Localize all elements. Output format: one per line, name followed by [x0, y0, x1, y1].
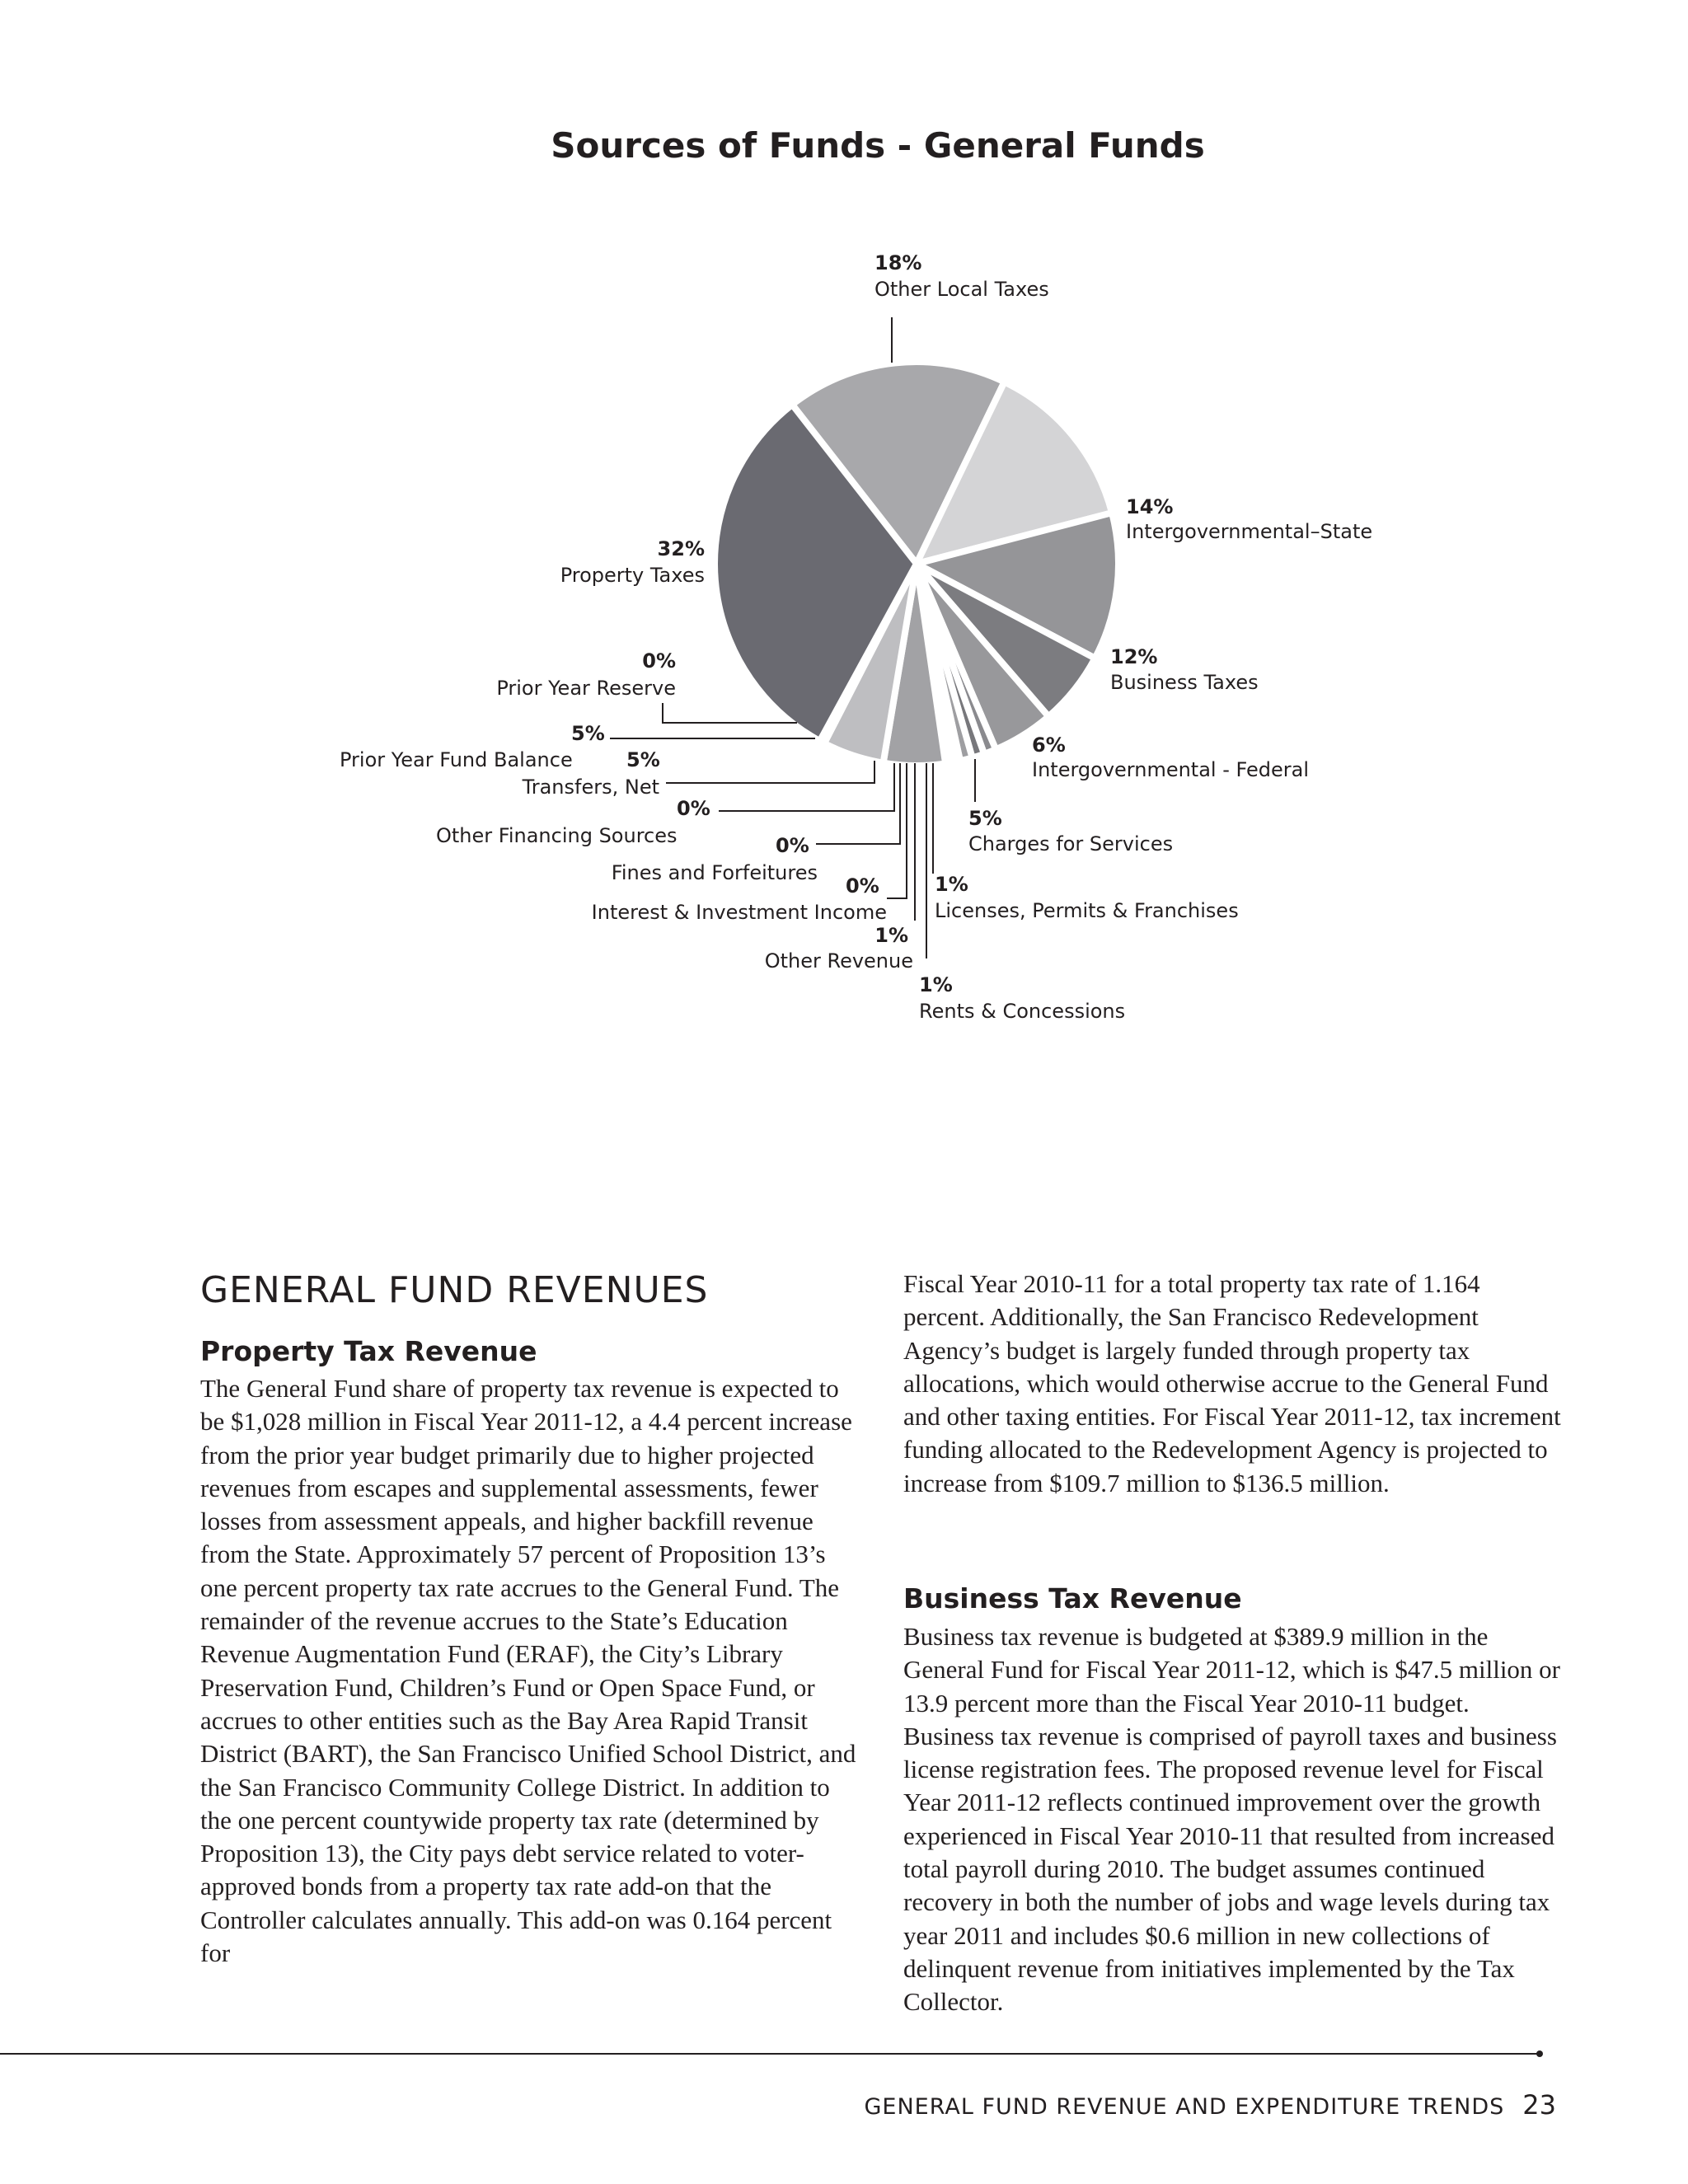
business-tax-heading: Business Tax Revenue	[903, 1582, 1242, 1615]
slice-label: Prior Year Reserve	[496, 677, 676, 700]
slice-label: Transfers, Net	[522, 776, 659, 799]
slice-label: Prior Year Fund Balance	[340, 748, 573, 771]
slice-label: Interest & Investment Income	[591, 901, 887, 924]
pct-label: 32%	[657, 537, 705, 560]
property-tax-paragraph-continued: Fiscal Year 2010-11 for a total property tax rate of 1.164 percent. Additionally, the San Francisco Redevelopment Agency’s budget is largely funded through property tax allocations, which would otherwise accrue to the General Fund and other taxing entities. For Fiscal Year 2011-12, tax increment funding allocated to the Redevelopment Agency is projected to increase from $109.7 million to $136.5 million.	[903, 1269, 1561, 1497]
pct-label: 18%	[874, 251, 922, 274]
slice-label: Licenses, Permits & Franchises	[935, 899, 1239, 922]
pct-label: 5%	[626, 748, 660, 771]
pct-label: 0%	[642, 649, 676, 673]
pct-label: 5%	[968, 807, 1002, 830]
slice-label: Intergovernmental - Federal	[1032, 758, 1310, 781]
pct-label: 14%	[1126, 495, 1174, 518]
business-tax-paragraph: Business tax revenue is budgeted at $389.9 million in the General Fund for Fiscal Year 2011-12, which is $47.5 million or 13.9 percent more than the Fiscal Year 2010-11 budget. Business tax revenue is comprised of payroll taxes and business license registration fees. The proposed revenue level for Fiscal Year 2011-12 reflects continued improvement over the growth experienced in Fiscal Year 2010-11 that resulted from increased total payroll during 2010. The budget assumes continued recovery in both the number of jobs and wage levels during tax year 2011 and includes $0.6 million in new collections of delinquent revenue from initiatives implemented by the Tax Collector.	[903, 1622, 1561, 2017]
footer-rule	[0, 2053, 1540, 2055]
slice-label: Property Taxes	[560, 564, 705, 587]
pct-label: 1%	[919, 973, 953, 996]
pct-label: 0%	[677, 797, 710, 820]
pct-label: 1%	[935, 873, 968, 896]
slice-label: Charges for Services	[968, 832, 1174, 855]
page-number: 23	[1522, 2089, 1556, 2121]
leader-interest	[887, 763, 907, 898]
leader-fines	[816, 763, 900, 844]
slice-label: Rents & Concessions	[919, 1000, 1126, 1023]
footer-rule-dot	[1536, 2050, 1543, 2057]
property-tax-heading: Property Tax Revenue	[200, 1335, 537, 1367]
chart-title: Sources of Funds - General Funds	[551, 125, 1205, 166]
slice-label: Intergovernmental–State	[1126, 520, 1373, 543]
pct-label: 5%	[571, 722, 605, 745]
slice-label: Other Financing Sources	[436, 824, 678, 847]
pct-label: 0%	[776, 834, 809, 857]
slice-label: Other Revenue	[764, 949, 913, 972]
section-heading: GENERAL FUND REVENUES	[200, 1269, 709, 1311]
property-tax-paragraph: The General Fund share of property tax revenue is expected to be $1,028 million in Fiscal Year 2011-12, a 4.4 percent increase from the prior year budget primarily due to higher projected revenues from escapes and supplemental assessments, fewer losses from assessment appeals, and higher backfill revenue from the State. Approximately 57 percent of Proposition 13’s one percent property tax rate accrues to the General Fund. The remainder of the revenue accrues to the State’s Education Revenue Augmentation Fund (ERAF), the City’s Library Preservation Fund, Children’s Fund or Open Space Fund, or accrues to other entities such as the Bay Area Rapid Transit District (BART), the San Francisco Unified School District, and the San Francisco Community College District. In addition to the one percent countywide property tax rate (determined by Proposition 13), the City pays debt service related to voter-approved bonds from a property tax rate add-on that the Controller calculates annually. This add-on was 0.164 percent for	[200, 1374, 856, 1968]
slice-label: Other Local Taxes	[874, 278, 1049, 301]
leader-other-financing	[719, 763, 894, 811]
footer-section-title: GENERAL FUND REVENUE AND EXPENDITURE TRENDS	[864, 2094, 1505, 2120]
pct-label: 12%	[1110, 645, 1158, 668]
leader-transfers-net	[666, 761, 874, 783]
slice-label: Business Taxes	[1110, 671, 1259, 694]
pct-label: 0%	[846, 874, 879, 898]
pct-label: 6%	[1032, 733, 1066, 757]
slice-label: Fines and Forfeitures	[611, 861, 818, 884]
pct-label: 1%	[874, 924, 908, 947]
page-footer	[864, 2089, 1556, 2121]
